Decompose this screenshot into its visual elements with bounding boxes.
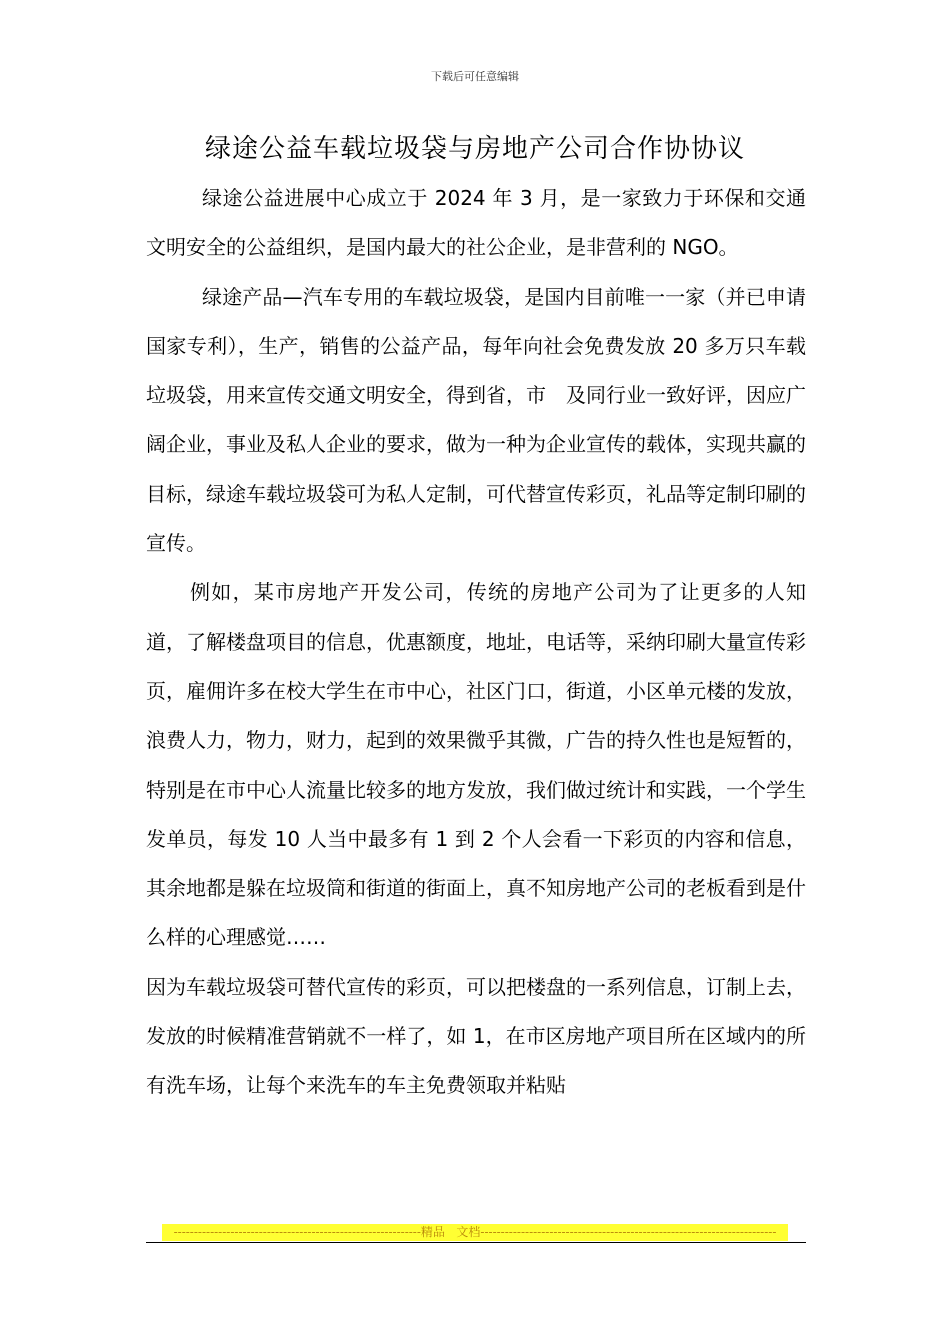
- document-body: [146, 174, 806, 1111]
- footer-banner: [162, 1224, 788, 1241]
- paragraph-solution: 因为车载垃圾袋可替代宣传的彩页，可以把楼盘的一系列信息，订制上去，发放的时候精准营销就不一样了，如 1，在市区房地产项目所在区域内的所有洗车场，让每个来洗车的车主免费领取并粘贴: [146, 974, 806, 1098]
- paragraph-example: 例如，某市房地产开发公司，传统的房地产公司为了让更多的人知道，了解楼盘项目的信息，优惠额度，地址，电话等，采纳印刷大量宣传彩页，雇佣许多在校大学生在市中心，社区门口，街道，小区单元楼的发放，浪费人力，物力，财力，起到的效果微乎其微，广告的持久性也是短暂的，特别是在市中心人流量比较多的地方发放，我们做过统计和实践，一个学生发单员，每发 10 人当中最多有 1 到 2 个人会看一下彩页的内容和信息，其余地都是躲在垃圾筒和街道的街面上，真不知房地产公司的老板看到是什么样的心理感觉……: [146, 580, 806, 950]
- footer-label-b: 文档: [456, 1225, 481, 1239]
- footer-divider: [146, 1242, 806, 1243]
- header-note: 下载后可任意编辑: [431, 70, 519, 83]
- footer-left-dashes: -------------------------------------------------------------: [173, 1225, 421, 1239]
- document-title: 绿途公益车载垃圾袋与房地产公司合作协协议: [204, 134, 745, 164]
- footer-label-a: 精品: [420, 1225, 445, 1239]
- footer-right-dashes: -------------------------------------------------------------------------: [480, 1225, 777, 1239]
- paragraph-product: 绿途产品—汽车专用的车载垃圾袋，是国内目前唯一一家（并已申请国家专利），生产，销售的公益产品，每年向社会免费发放 20 多万只车载垃圾袋，用来宣传交通文明安全，得到省，市 及同行业一致好评，因应广阔企业，事业及私人企业的要求，做为一种为企业宣传的载体，实现共赢的目标，绿途车载垃圾袋可为私人定制，可代替宣传彩页，礼品等定制印刷的宣传。: [146, 284, 806, 556]
- paragraph-intro: 绿途公益进展中心成立于 2024 年 3 月，是一家致力于环保和交通文明安全的公益组织，是国内最大的社公企业，是非营利的 NGO。: [146, 186, 806, 260]
